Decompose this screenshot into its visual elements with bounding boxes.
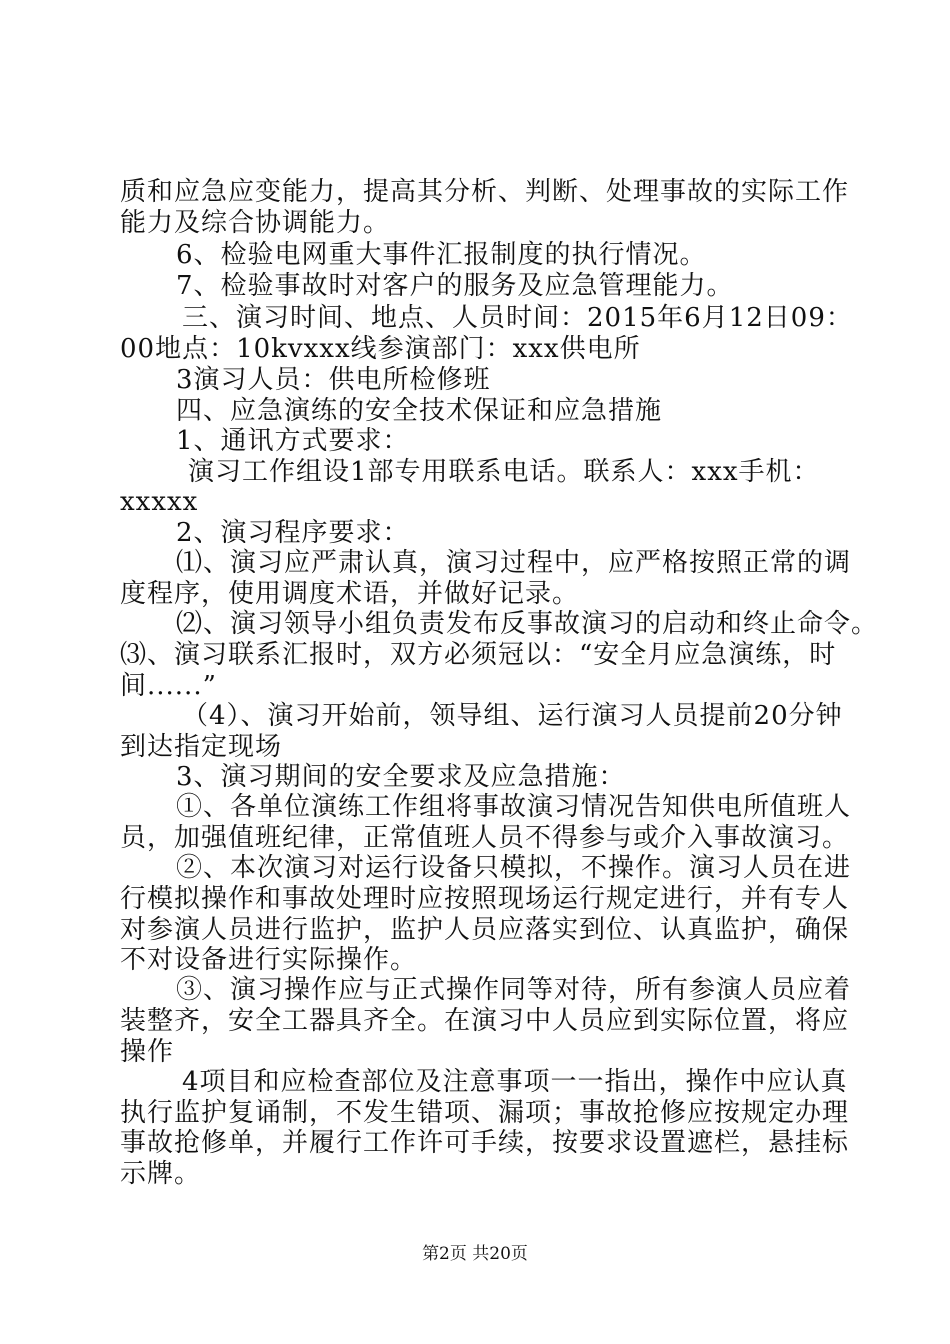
text-line: 装整齐，安全工器具齐全。在演习中人员应到实际位置，将应 [120, 1006, 850, 1036]
text-line: ③、演习操作应与正式操作同等对待，所有参演人员应着 [176, 975, 852, 1005]
text-line: 执行监护复诵制，不发生错项、漏项；事故抢修应按规定办理 [120, 1098, 850, 1128]
text-line: 2、演习程序要求： [176, 518, 410, 548]
text-line: 6、检验电网重大事件汇报制度的执行情况。 [176, 240, 707, 270]
section-heading: 四、应急演练的安全技术保证和应急措施 [176, 396, 663, 426]
text-line: 示牌。 [120, 1159, 202, 1189]
text-line: 到达指定现场 [120, 732, 283, 762]
text-line: 间......” [120, 671, 217, 701]
text-line: 能力及综合协调能力。 [120, 208, 391, 238]
text-line: ⑶、演习联系汇报时，双方必须冠以：“安全月应急演练，时 [120, 640, 837, 670]
text-line: 不对设备进行实际操作。 [120, 945, 418, 975]
text-line: xxxxx [120, 487, 199, 517]
text-line: 三、演习时间、地点、人员时间：2015年6月12日09： [182, 303, 853, 333]
text-line: 事故抢修单，并履行工作许可手续，按要求设置遮栏，悬挂标 [120, 1128, 850, 1158]
text-line: ②、本次演习对运行设备只模拟，不操作。演习人员在进 [176, 853, 852, 883]
text-line: （4）、演习开始前，领导组、运行演习人员提前20分钟 [182, 701, 843, 731]
text-line: 3、演习期间的安全要求及应急措施： [176, 762, 626, 792]
text-line: ⑵、演习领导小组负责发布反事故演习的启动和终止命令。 [176, 609, 879, 639]
text-line: 演习工作组设1部专用联系电话。联系人：xxx手机： [188, 457, 820, 487]
text-line: 行模拟操作和事故处理时应按照现场运行规定进行，并有专人 [120, 884, 850, 914]
text-line: 00地点：10kvxxx线参演部门：xxx供电所 [120, 334, 641, 364]
text-line: 度程序，使用调度术语，并做好记录。 [120, 579, 580, 609]
text-line: 1、通讯方式要求： [176, 426, 410, 456]
text-line: 对参演人员进行监护，监护人员应落实到位、认真监护，确保 [120, 915, 850, 945]
page-number: 第2页 共20页 [422, 1244, 528, 1264]
text-line: ①、各单位演练工作组将事故演习情况告知供电所值班人 [176, 792, 852, 822]
text-line: 7、检验事故时对客户的服务及应急管理能力。 [176, 271, 734, 301]
text-line: 质和应急应变能力，提高其分析、判断、处理事故的实际工作 [120, 177, 850, 207]
text-line: ⑴、演习应严肃认真，演习过程中，应严格按照正常的调 [176, 548, 852, 578]
text-line: 3演习人员：供电所检修班 [176, 365, 491, 395]
text-line: 员，加强值班纪律，正常值班人员不得参与或介入事故演习。 [120, 823, 850, 853]
text-line: 4项目和应检查部位及注意事项一一指出，操作中应认真 [182, 1067, 848, 1097]
text-line: 操作 [120, 1037, 175, 1067]
